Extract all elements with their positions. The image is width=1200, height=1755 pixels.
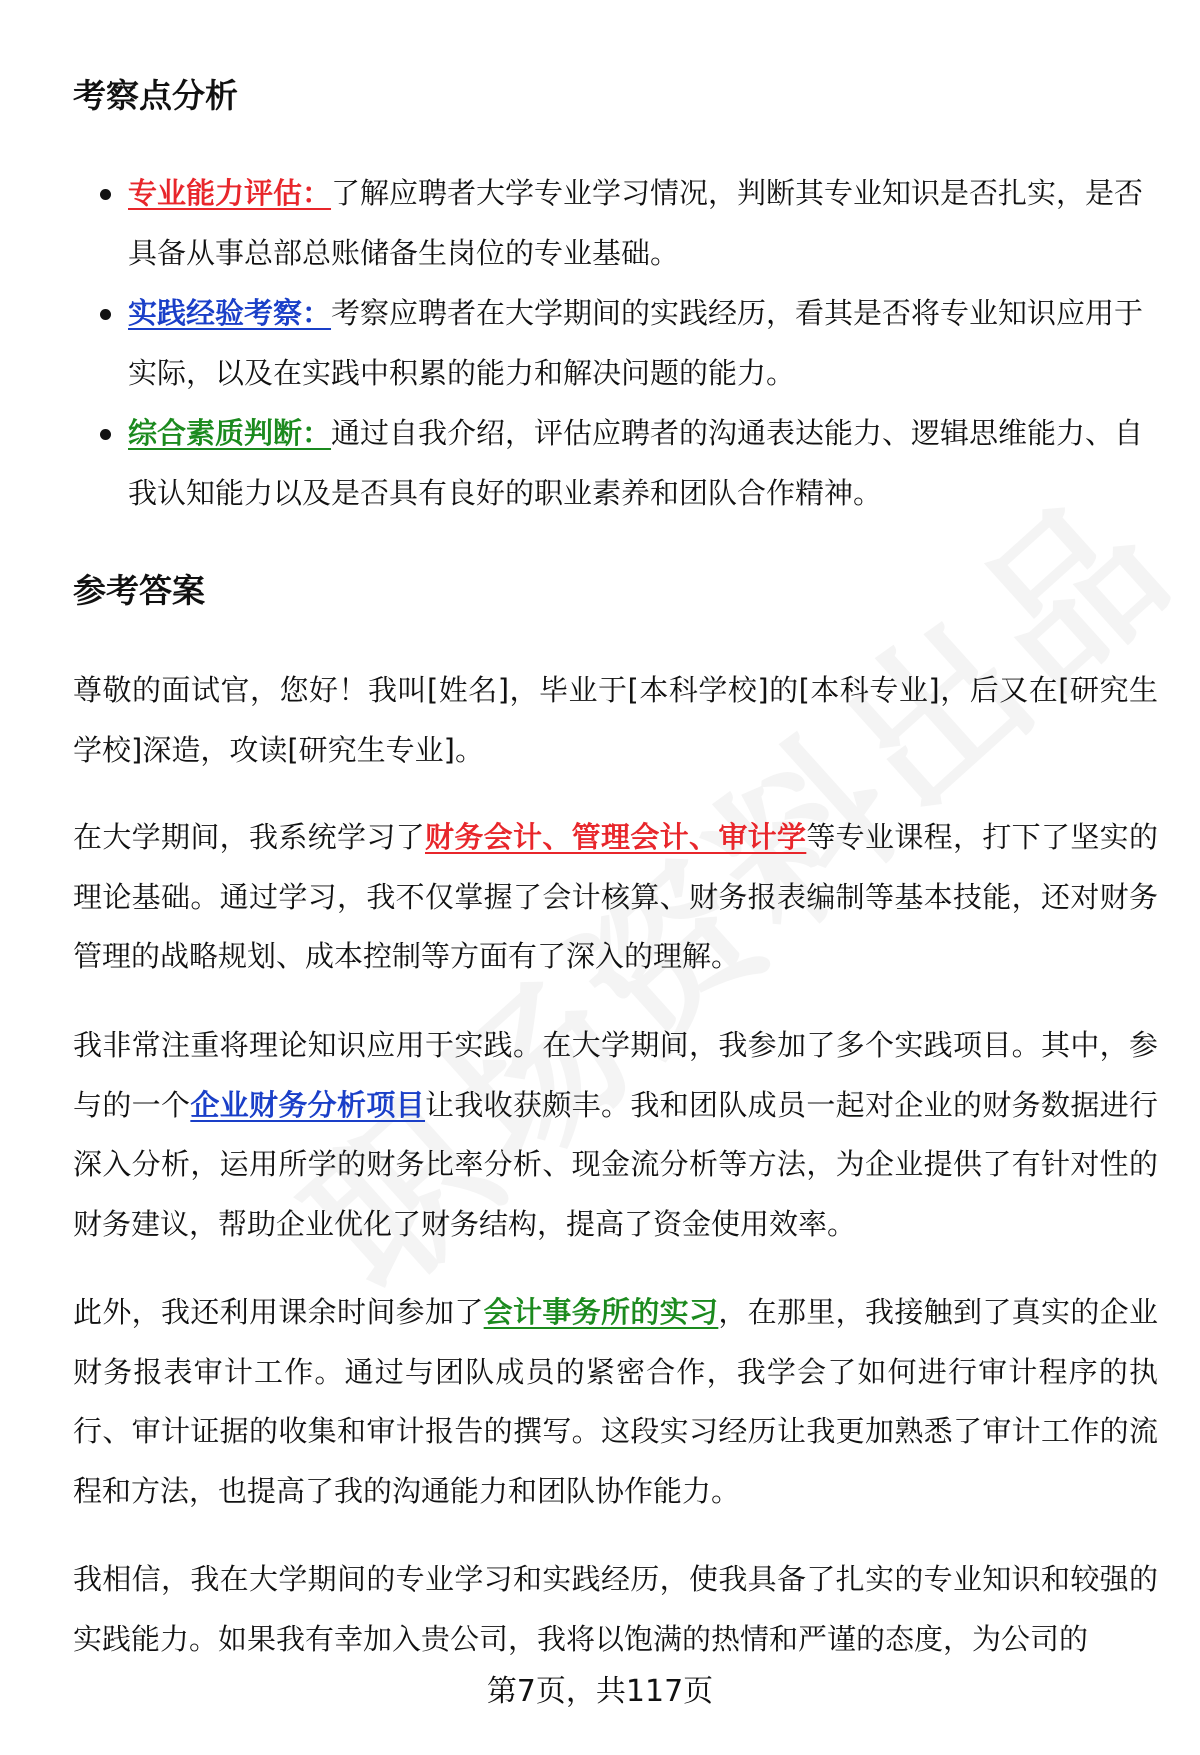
paragraph-text: 此外，我还利用课余时间参加了	[73, 1295, 484, 1329]
bullet-icon	[100, 429, 111, 440]
point-text: 通过自我介绍，评估应聘者的沟通表达能力、逻辑思维能力、自我认知能力以及是否具有良好的职业素养和团队合作精神。	[128, 416, 1144, 510]
answer-paragraph-intro: 尊敬的面试官，您好！我叫[姓名]，毕业于[本科学校]的[本科专业]，后又在[研究生学校]深造，攻读[研究生专业]。	[73, 673, 1158, 767]
list-item	[73, 163, 1153, 283]
point-label: 实践经验考察：	[128, 296, 332, 330]
section-heading-analysis: 考察点分析	[73, 76, 238, 115]
bullet-icon	[100, 309, 111, 320]
paragraph-text: 等专业课程，打下了坚实的理论基础。通过学习，我不仅掌握了会计核算、财务报表编制等基本技能，还对财务管理的战略规划、成本控制等方面有了深入的理解。	[73, 820, 1158, 973]
section-heading-answer: 参考答案	[73, 571, 205, 610]
paragraph-text: 让我收获颇丰。我和团队成员一起对企业的财务数据进行深入分析，运用所学的财务比率分析、现金流分析等方法，为企业提供了有针对性的财务建议，帮助企业优化了财务结构，提高了资金使用效率。	[73, 1087, 1158, 1241]
point-text: 考察应聘者在大学期间的实践经历，看其是否将专业知识应用于实际，以及在实践中积累的能力和解决问题的能力。	[128, 296, 1144, 390]
list-item	[73, 283, 1153, 403]
bullet-icon	[100, 189, 111, 200]
answer-paragraph-closing: 我相信，我在大学期间的专业学习和实践经历，使我具备了扎实的专业知识和较强的实践能力。如果我有幸加入贵公司，我将以饱满的热情和严谨的态度，为公司的	[73, 1562, 1158, 1656]
page-number-footer: 第7页，共117页	[0, 1672, 1200, 1712]
answer-paragraph-courses	[73, 808, 1158, 987]
paragraph-text: 我非常注重将理论知识应用于实践。在大学期间，我参加了多个实践项目。其中，参与的一个	[73, 1028, 1158, 1122]
point-label: 专业能力评估：	[128, 176, 332, 210]
paragraph-text: ，在那里，我接触到了真实的企业财务报表审计工作。通过与团队成员的紧密合作，我学会了如何进行审计程序的执行、审计证据的收集和审计报告的撰写。这段实习经历让我更加熟悉了审计工作的流程和方法，也提高了我的沟通能力和团队协作能力。	[73, 1295, 1158, 1508]
point-text: 了解应聘者大学专业学习情况，判断其专业知识是否扎实，是否具备从事总部总账储备生岗位的专业基础。	[128, 176, 1144, 270]
answer-paragraph-internship	[73, 1283, 1158, 1521]
analysis-points-list	[73, 163, 1153, 523]
answer-paragraph-project	[73, 1016, 1158, 1254]
list-item	[73, 403, 1153, 523]
highlight-project: 企业财务分析项目	[190, 1087, 426, 1122]
point-label: 综合素质判断：	[128, 416, 332, 450]
paragraph-text: 在大学期间，我系统学习了	[73, 820, 425, 854]
highlight-internship: 会计事务所的实习	[483, 1295, 719, 1329]
highlight-courses: 财务会计、管理会计、审计学	[425, 820, 807, 854]
